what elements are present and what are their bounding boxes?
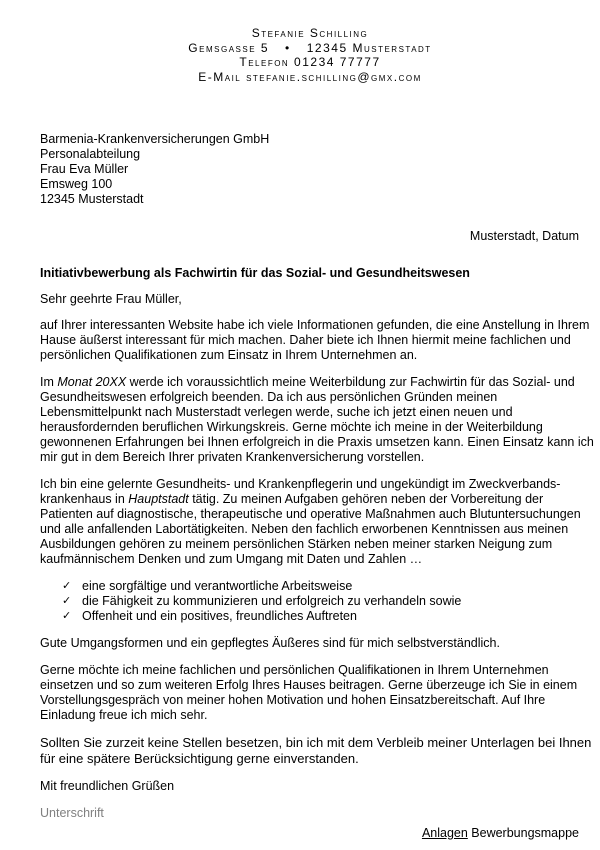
letter-subject: Initiativbewerbung als Fachwirtin für das Sozial- und Gesundheitswesen: [40, 266, 470, 280]
list-item-text: die Fähigkeit zu kommunizieren und erfolgreich zu verhandeln sowie: [82, 594, 462, 608]
text-line: herausfordernden beruflichen Wirkungskreis. Gerne möchte ich meine in der Weiterbildung: [40, 420, 543, 434]
paragraph-experience: [40, 477, 580, 567]
sender-name: Stefanie Schilling: [251, 26, 369, 40]
text-line: Gerne möchte ich meine fachlichen und persönlichen Qualifikationen in Ihrem Unternehmen: [40, 663, 549, 677]
signature-placeholder: Unterschrift: [40, 806, 104, 820]
letter-greeting: Sehr geehrte Frau Müller,: [40, 292, 182, 306]
text-line: Einladung freue ich mich sehr.: [40, 708, 208, 722]
paragraph-training: [40, 375, 594, 465]
recipient-department: Personalabteilung: [40, 147, 141, 161]
attachments-line: [422, 826, 579, 840]
paragraph-no-vacancy: [40, 735, 592, 767]
recipient-address: [40, 132, 269, 207]
checkmark-icon: ✓: [62, 580, 72, 592]
text-line: Hause äußerst interessant für mich machen. Daher biete ich Ihnen hiermit meine fachlichen und: [40, 333, 571, 347]
strengths-list: [40, 579, 580, 624]
sender-email: E-Mail stefanie.schilling@gmx.com: [198, 69, 422, 84]
text-line: [40, 492, 580, 507]
text-fragment: werde ich voraussichtlich meine Weiterbildung zur Fachwirtin für das Sozial- und: [126, 375, 575, 389]
text-fragment: Im: [40, 375, 58, 389]
text-line: für eine spätere Berücksichtigung gerne einverstanden.: [40, 751, 359, 766]
attachments-link[interactable]: Anlagen: [421, 826, 468, 840]
recipient-street: Emsweg 100: [40, 177, 113, 191]
text-line: auf Ihrer interessanten Website habe ich viele Informationen gefunden, die eine Anstellung in Ihrem: [40, 318, 590, 332]
text-line: [40, 375, 580, 390]
bullet-separator-icon: •: [285, 40, 291, 55]
text-line: mir gut in dem Bereich Ihrer privaten Krankenversicherung vorstellen.: [40, 450, 425, 464]
recipient-person: Frau Eva Müller: [40, 162, 129, 176]
checkmark-icon: ✓: [62, 595, 72, 607]
sender-city: 12345 Musterstadt: [306, 40, 432, 55]
paragraph-intro: [40, 318, 590, 363]
placeholder-city: Hauptstadt: [128, 492, 189, 506]
letter-date: Musterstadt, Datum: [469, 229, 579, 243]
text-line: Gesundheitswesen erfolgreich beenden. Da ich aus persönlichen Gründen meinen: [40, 390, 498, 404]
text-line: Ausbildungen gehören zu meinem persönlichen Stärken neben meiner starken Neigung zum: [40, 537, 553, 551]
text-line: kaufmännischem Denken und zum Umgang mit Daten und Zahlen …: [40, 552, 423, 566]
text-line: Sollten Sie zurzeit keine Stellen besetzen, bin ich mit dem Verbleib meiner Unterlagen bei Ihnen: [40, 735, 592, 750]
sender-phone: Telefon 01234 77777: [239, 55, 381, 69]
text-fragment: tätig. Zu meinen Aufgaben gehören neben der Vorbereitung der: [188, 492, 544, 506]
list-item: [62, 609, 580, 624]
list-item-text: eine sorgfältige und verantwortliche Arbeitsweise: [82, 579, 353, 593]
text-line: persönlichen Qualifikationen zum Einsatz in Ihrem Unternehmen an.: [40, 348, 418, 362]
recipient-company: Barmenia-Krankenversicherungen GmbH: [40, 132, 270, 146]
text-line: Patienten auf diagnostische, therapeutische und operative Maßnahmen auch Blutuntersuchungen: [40, 507, 581, 521]
paragraph-motivation: [40, 663, 580, 723]
placeholder-month: Monat 20XX: [57, 375, 127, 389]
text-line: und alle anfallenden Labortätigkeiten. Neben den fachlich erworbenen Kenntnissen aus meinen: [40, 522, 569, 536]
sender-address: [0, 41, 600, 56]
text-line: Vorstellungsgespräch von meiner hohen Motivation und hohen Einsatzbereitschaft. Auf Ihre: [40, 693, 546, 707]
letter-body: [40, 266, 594, 821]
text-line: einsetzen und so zum weiteren Erfolg Ihres Hauses beitragen. Gerne überzeuge ich Sie in einem: [40, 678, 578, 692]
attachments-text: Bewerbungsmappe: [467, 826, 579, 840]
text-line: Lebensmittelpunkt nach Musterstadt verlegen werde, suche ich jetzt einen neuen und: [40, 405, 513, 419]
letter-closing: Mit freundlichen Grüßen: [40, 779, 175, 793]
text-line: gewonnenen Erfahrungen bei Ihnen erfolgreich in die Praxis umsetzen kann. Einen Einsatz kann ich: [40, 435, 594, 449]
list-item-text: Offenheit und ein positives, freundliches Auftreten: [82, 609, 357, 623]
list-item: [62, 594, 580, 609]
sender-street: Gemsgasse 5: [188, 40, 270, 55]
list-item: [62, 579, 580, 594]
checkmark-icon: ✓: [62, 610, 72, 622]
text-fragment: krankenhaus in: [40, 492, 129, 506]
text-line: Ich bin eine gelernte Gesundheits- und Krankenpflegerin und ungekündigt im Zweckverbands-: [40, 477, 561, 491]
sender-header: [0, 26, 600, 84]
paragraph-manners: Gute Umgangsformen und ein gepflegtes Äußeres sind für mich selbstverständlich.: [40, 636, 500, 650]
recipient-city: 12345 Musterstadt: [40, 192, 144, 206]
